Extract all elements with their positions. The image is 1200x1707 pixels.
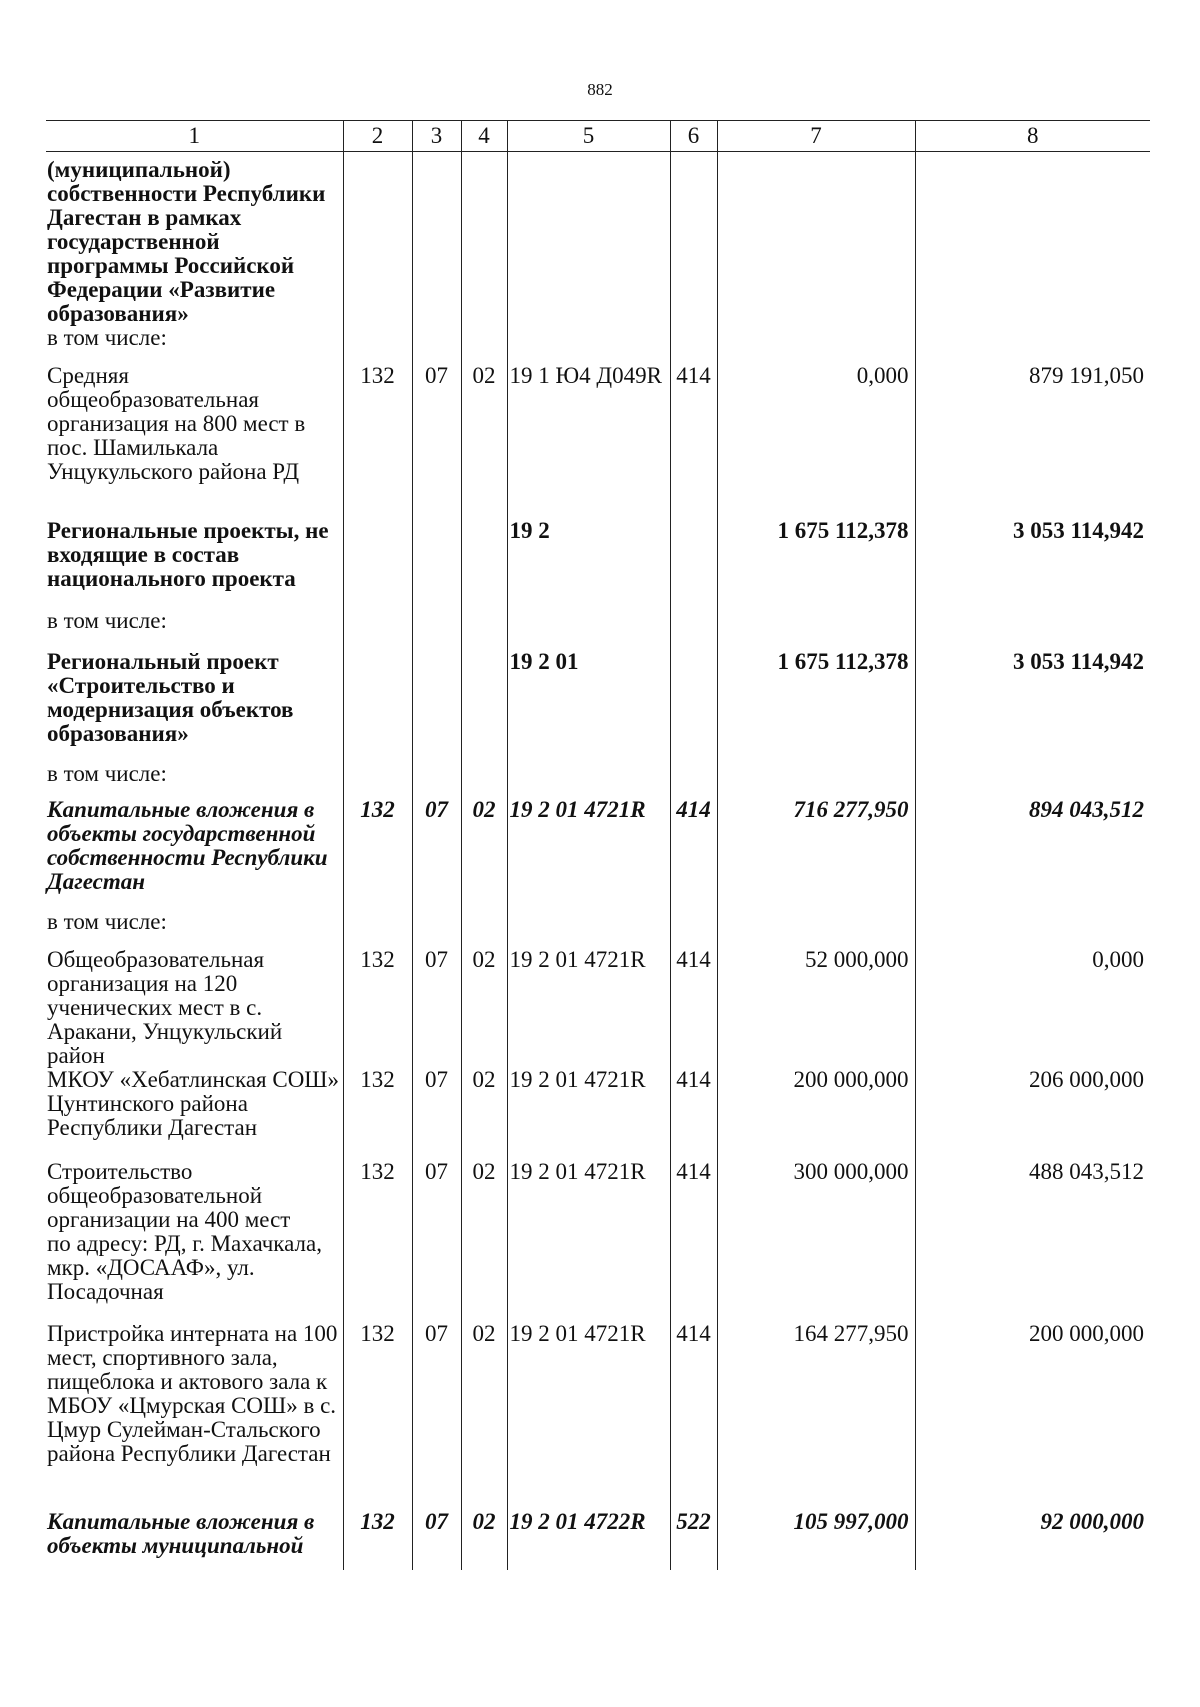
header-row (46, 121, 1150, 152)
col-header-5: 5 (507, 121, 670, 152)
cell-section: 07 (412, 798, 461, 910)
cell-target-article (507, 326, 670, 364)
cell-section (412, 762, 461, 798)
table-row (46, 650, 1150, 762)
cell-expense-type (670, 152, 717, 327)
col-header-3: 3 (412, 121, 461, 152)
cell-target-article (507, 152, 670, 327)
page-number: 882 (587, 80, 613, 99)
row-name: Региональный проект «Строительство и модернизация объектов образования» (47, 649, 294, 746)
cell-expense-type: 414 (670, 364, 717, 519)
cell-target-article: 19 2 01 4722R (507, 1510, 670, 1570)
cell-amount-2: 92 000,000 (915, 1510, 1150, 1570)
row-name-address: по адресу: РД, г. Махачкала, мкр. «ДОСААФ», ул. Посадочная (47, 1231, 322, 1304)
cell-subsection: 02 (461, 364, 507, 519)
cell-amount-2 (915, 762, 1150, 798)
cell-section (412, 326, 461, 364)
row-name: в том числе: (47, 909, 167, 934)
cell-expense-type: 414 (670, 798, 717, 910)
table-row (46, 1160, 1150, 1322)
cell-ministry (343, 762, 412, 798)
row-name-cell (46, 1160, 343, 1322)
cell-target-article (507, 609, 670, 650)
cell-amount-1 (717, 910, 915, 948)
cell-amount-2: 206 000,000 (915, 1068, 1150, 1160)
cell-section (412, 519, 461, 609)
table-row (46, 1510, 1150, 1570)
cell-expense-type (670, 609, 717, 650)
cell-ministry: 132 (343, 798, 412, 910)
cell-target-article: 19 2 01 4721R (507, 798, 670, 910)
cell-subsection: 02 (461, 1160, 507, 1322)
cell-amount-2: 3 053 114,942 (915, 519, 1150, 609)
cell-expense-type (670, 910, 717, 948)
cell-subsection (461, 152, 507, 327)
cell-subsection (461, 609, 507, 650)
cell-amount-1: 300 000,000 (717, 1160, 915, 1322)
table-row (46, 948, 1150, 1068)
cell-expense-type: 414 (670, 1160, 717, 1322)
col-header-2: 2 (343, 121, 412, 152)
cell-amount-2 (915, 609, 1150, 650)
cell-amount-1: 1 675 112,378 (717, 519, 915, 609)
cell-expense-type: 414 (670, 1322, 717, 1510)
cell-section: 07 (412, 1160, 461, 1322)
cell-target-article (507, 910, 670, 948)
col-header-6: 6 (670, 121, 717, 152)
cell-section (412, 650, 461, 762)
table-row (46, 519, 1150, 609)
cell-ministry (343, 609, 412, 650)
cell-subsection: 02 (461, 1068, 507, 1160)
cell-amount-2 (915, 326, 1150, 364)
cell-ministry (343, 152, 412, 327)
cell-expense-type: 522 (670, 1510, 717, 1570)
cell-target-article: 19 2 01 4721R (507, 948, 670, 1068)
cell-amount-1: 105 997,000 (717, 1510, 915, 1570)
cell-subsection (461, 650, 507, 762)
cell-amount-2: 0,000 (915, 948, 1150, 1068)
cell-subsection (461, 910, 507, 948)
row-name: Капитальные вложения в объекты муниципальной (47, 1509, 315, 1558)
cell-amount-1 (717, 326, 915, 364)
row-name: Капитальные вложения в объекты государственной собственности Республики Дагестан (47, 797, 328, 894)
col-header-4: 4 (461, 121, 507, 152)
row-name: Пристройка интерната на 100 мест, спортивного зала, пищеблока и актового зала к МБОУ «Цмурская СОШ» в с. Цмур Сулейман-Стальского района Республики Дагестан (47, 1321, 338, 1466)
cell-subsection (461, 762, 507, 798)
row-name: Средняя общеобразовательная организация на 800 мест в пос. Шамилькала Унцукульского района РД (47, 363, 306, 484)
cell-amount-2: 879 191,050 (915, 364, 1150, 519)
cell-section: 07 (412, 1322, 461, 1510)
cell-ministry: 132 (343, 948, 412, 1068)
cell-target-article (507, 762, 670, 798)
cell-target-article: 19 2 (507, 519, 670, 609)
table-row (46, 152, 1150, 327)
cell-target-article: 19 2 01 4721R (507, 1160, 670, 1322)
row-name: в том числе: (47, 761, 167, 786)
cell-subsection: 02 (461, 1510, 507, 1570)
cell-ministry (343, 519, 412, 609)
table-row (46, 798, 1150, 910)
cell-ministry: 132 (343, 364, 412, 519)
cell-amount-2: 200 000,000 (915, 1322, 1150, 1510)
col-header-7: 7 (717, 121, 915, 152)
cell-expense-type (670, 326, 717, 364)
row-name: в том числе: (47, 325, 167, 350)
row-name: МКОУ «Хебатлинская СОШ» Цунтинского района Республики Дагестан (47, 1067, 340, 1140)
cell-amount-2: 3 053 114,942 (915, 650, 1150, 762)
cell-expense-type: 414 (670, 1068, 717, 1160)
cell-ministry (343, 650, 412, 762)
cell-ministry: 132 (343, 1322, 412, 1510)
cell-amount-2: 894 043,512 (915, 798, 1150, 910)
cell-section: 07 (412, 948, 461, 1068)
cell-target-article: 19 1 Ю4 Д049R (507, 364, 670, 519)
cell-amount-1 (717, 762, 915, 798)
cell-target-article: 19 2 01 4721R (507, 1322, 670, 1510)
row-name: Строительство общеобразовательной организации на 400 мест (47, 1159, 291, 1232)
table-row (46, 1322, 1150, 1510)
cell-expense-type: 414 (670, 948, 717, 1068)
cell-section: 07 (412, 364, 461, 519)
row-name: Региональные проекты, не входящие в состав национального проекта (47, 518, 329, 591)
cell-target-article: 19 2 01 (507, 650, 670, 762)
cell-expense-type (670, 650, 717, 762)
cell-amount-1: 716 277,950 (717, 798, 915, 910)
cell-ministry: 132 (343, 1160, 412, 1322)
cell-subsection (461, 326, 507, 364)
col-header-1: 1 (46, 121, 343, 152)
cell-amount-1: 0,000 (717, 364, 915, 519)
cell-ministry: 132 (343, 1068, 412, 1160)
row-name: в том числе: (47, 608, 167, 633)
cell-ministry (343, 910, 412, 948)
budget-table (46, 120, 1150, 1570)
cell-amount-1: 164 277,950 (717, 1322, 915, 1510)
cell-target-article: 19 2 01 4721R (507, 1068, 670, 1160)
cell-expense-type (670, 519, 717, 609)
table-row (46, 762, 1150, 798)
cell-ministry: 132 (343, 1510, 412, 1570)
table-row (46, 910, 1150, 948)
cell-subsection: 02 (461, 1322, 507, 1510)
row-name: (муниципальной) собственности Республики Дагестан в рамках государственной программы Российской Федерации «Развитие образования» (47, 157, 326, 326)
cell-section: 07 (412, 1510, 461, 1570)
cell-amount-2 (915, 910, 1150, 948)
row-name: Общеобразовательная организация на 120 ученических мест в с. Аракани, Унцукульский район (47, 947, 283, 1068)
cell-amount-1: 200 000,000 (717, 1068, 915, 1160)
table-row (46, 609, 1150, 650)
cell-amount-1: 52 000,000 (717, 948, 915, 1068)
cell-amount-2 (915, 152, 1150, 327)
table-row (46, 1068, 1150, 1160)
cell-amount-1: 1 675 112,378 (717, 650, 915, 762)
cell-ministry (343, 326, 412, 364)
cell-amount-1 (717, 152, 915, 327)
cell-amount-2: 488 043,512 (915, 1160, 1150, 1322)
cell-section (412, 910, 461, 948)
col-header-8: 8 (915, 121, 1150, 152)
cell-section: 07 (412, 1068, 461, 1160)
cell-section (412, 609, 461, 650)
cell-expense-type (670, 762, 717, 798)
cell-section (412, 152, 461, 327)
table-row (46, 364, 1150, 519)
cell-subsection (461, 519, 507, 609)
cell-subsection: 02 (461, 948, 507, 1068)
table-row (46, 326, 1150, 364)
cell-subsection: 02 (461, 798, 507, 910)
cell-amount-1 (717, 609, 915, 650)
